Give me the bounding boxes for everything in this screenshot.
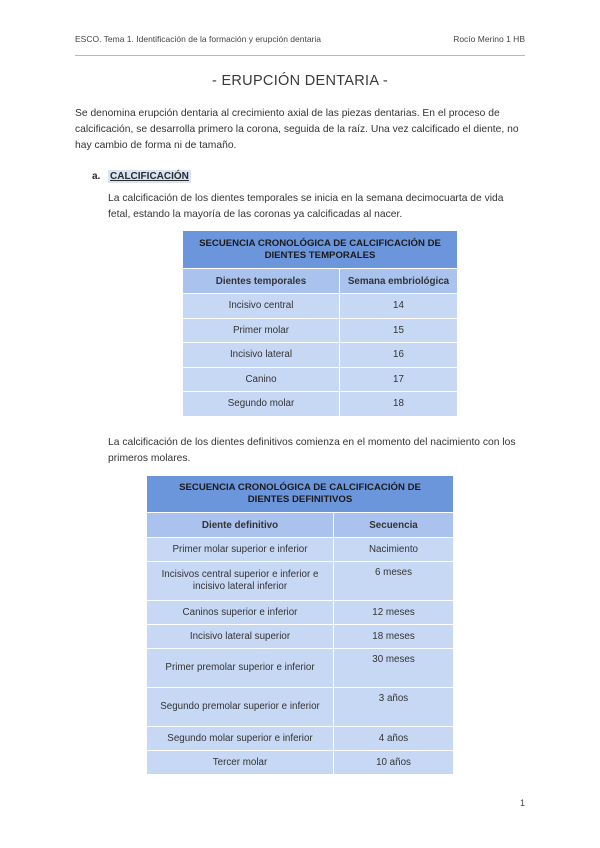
table-cell: 17 [340,367,458,392]
table-row [147,688,454,727]
table-cell: 4 años [334,727,454,751]
table-cell: Incisivo central [183,294,340,319]
table-cell: Primer molar [183,318,340,343]
table-cell: 6 meses [334,562,454,601]
table-row [183,294,458,319]
table-row [147,562,454,601]
table-row [147,538,454,562]
table-cell: 30 meses [334,649,454,688]
table-cell: Primer molar superior e inferior [147,538,334,562]
table-cell: 3 años [334,688,454,727]
table-cell: 18 [340,392,458,417]
page-number: 1 [519,798,525,808]
table-cell: Incisivo lateral superior [147,625,334,649]
table-cell: Segundo molar [183,392,340,417]
table-cell: Nacimiento [334,538,454,562]
table-definitivos [146,475,454,775]
column-header: Dientes temporales [183,269,340,294]
table-cell: 15 [340,318,458,343]
table-row [183,343,458,368]
table-row [147,625,454,649]
intro-paragraph: Se denomina erupción dentaria al crecimiento axial de las piezas dentarias. En el proceso de calcificación, se desarrolla primero la corona, seguida de la raíz. Una vez calcificado el diente, no hay cambio de forma ni de tamaño. [75,108,519,151]
table-caption: SECUENCIA CRONOLÓGICA DE CALCIFICACIÓN DE DIENTES TEMPORALES [183,231,458,269]
table-cell: 18 meses [334,625,454,649]
table-caption: SECUENCIA CRONOLÓGICA DE CALCIFICACIÓN DE DIENTES DEFINITIVOS [147,476,454,513]
table-cell: Tercer molar [147,751,334,775]
column-header: Secuencia [334,513,454,538]
table-cell: Incisivo lateral [183,343,340,368]
table-temporales [182,230,458,417]
section-heading [92,170,191,183]
table-row [147,727,454,751]
header-left: ESCO. Tema 1. Identificación de la formación y erupción dentaria [75,34,322,44]
table-row [183,392,458,417]
table-row [183,318,458,343]
section-title: CALCIFICACIÓN [110,171,189,182]
table-cell: Segundo premolar superior e inferior [147,688,334,727]
table-cell: Segundo molar superior e inferior [147,727,334,751]
table-cell: Caninos superior e inferior [147,601,334,625]
paragraph-temporales: La calcificación de los dientes temporales se inicia en la semana decimocuarta de vida fetal, estando la mayoría de las coronas ya calcificadas al nacer. [108,193,504,220]
section-letter: a. [92,171,101,182]
table-row [147,601,454,625]
column-header: Diente definitivo [147,513,334,538]
paragraph-definitivos: La calcificación de los dientes definitivos comienza en el momento del nacimiento con los primeros molares. [108,437,516,464]
table-cell: Incisivos central superior e inferior e incisivo lateral inferior [147,562,334,601]
page-title: - ERUPCIÓN DENTARIA - [211,73,389,89]
table-cell: 10 años [334,751,454,775]
table-row [147,649,454,688]
table-cell: Canino [183,367,340,392]
table-row [183,367,458,392]
table-cell: 14 [340,294,458,319]
table-row [147,751,454,775]
header-right: Rocío Merino 1 HB [453,34,525,44]
column-header: Semana embriológica [340,269,458,294]
table-cell: Primer premolar superior e inferior [147,649,334,688]
table-cell: 16 [340,343,458,368]
table-cell: 12 meses [334,601,454,625]
page-header [75,34,525,44]
header-divider [75,55,525,56]
